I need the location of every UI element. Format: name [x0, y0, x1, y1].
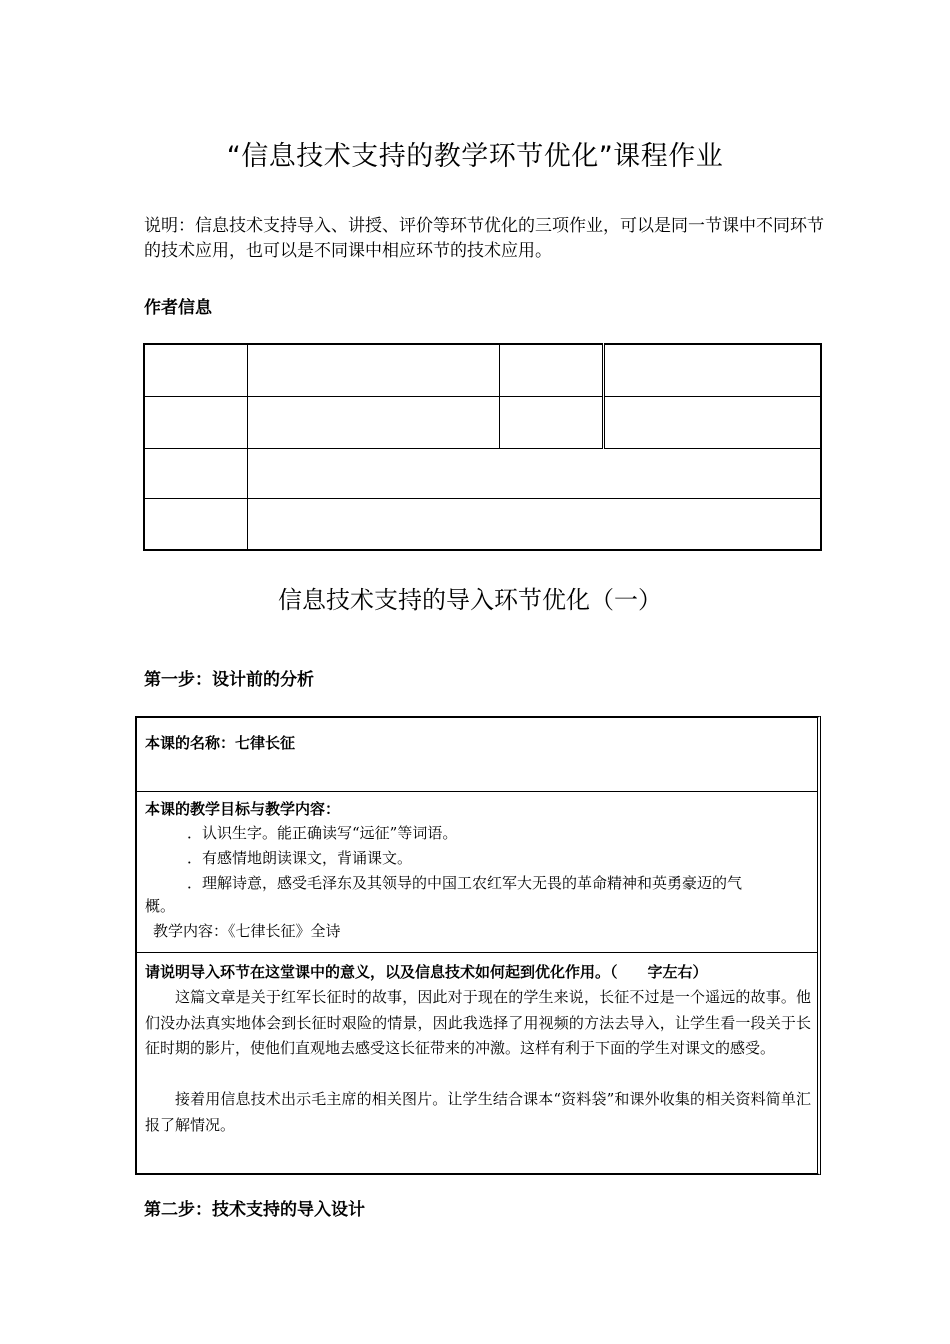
author-cell	[248, 344, 500, 396]
lesson-name-value: 七律长征	[235, 734, 296, 752]
author-cell	[248, 396, 500, 448]
goals-label: 本课的教学目标与教学内容：	[145, 800, 341, 818]
paragraph-1: 这篇文章是关于红军长征时的故事，因此对于现在的学生来说，长征不过是一个遥远的故事。他们没办法真实地体会到长征时艰险的情景，因此我选择了用视频的方法去导入，让学生看一段关于长征时期的影片，使他们直观地去感受这长征带来的冲激。这样有利于下面的学生对课文的感受。	[145, 988, 811, 1057]
step1-heading: 第一步：设计前的分析	[144, 670, 314, 690]
author-cell	[500, 344, 604, 396]
section-title: 信息技术支持的导入环节优化（一）	[278, 586, 662, 614]
lesson-name-row	[137, 718, 817, 791]
author-cell	[248, 448, 822, 498]
analysis-box	[135, 716, 821, 1175]
goal-item: ．认识生字。能正确读写“远征”等词语。	[187, 824, 458, 842]
author-cell	[604, 344, 822, 396]
meaning-row	[137, 952, 817, 1173]
goal-item: ．理解诗意，感受毛泽东及其领导的中国工农红军大无畏的革命精神和英勇豪迈的气	[187, 874, 743, 892]
goal-item: ．有感情地朗读课文，背诵课文。	[187, 849, 413, 867]
author-cell	[144, 344, 248, 396]
step2-heading: 第二步：技术支持的导入设计	[144, 1200, 365, 1220]
lesson-name-label: 本课的名称：	[145, 734, 236, 752]
instruction-note: 说明：信息技术支持导入、讲授、评价等环节优化的三项作业，可以是同一节课中不同环节的技术应用，也可以是不同课中相应环节的技术应用。	[144, 216, 824, 261]
author-cell	[248, 498, 822, 550]
author-cell	[144, 396, 248, 448]
goals-row	[137, 791, 817, 952]
author-info-table	[143, 343, 822, 551]
author-info-heading: 作者信息	[144, 298, 212, 318]
paragraph-2: 接着用信息技术出示毛主席的相关图片。让学生结合课本“资料袋”和课外收集的相关资料简单汇报了解情况。	[145, 1090, 811, 1134]
author-cell	[500, 396, 604, 448]
meaning-label: 请说明导入环节在这堂课中的意义，以及信息技术如何起到优化作用。（ 字左右）	[145, 963, 708, 981]
content-line: 教学内容：《七律长征》全诗	[153, 922, 341, 940]
author-cell	[144, 498, 248, 550]
author-cell	[604, 396, 822, 448]
goal-item-tail: 概。	[145, 897, 176, 915]
document-title: “信息技术支持的教学环节优化”课程作业	[226, 141, 724, 172]
author-cell	[144, 448, 248, 498]
